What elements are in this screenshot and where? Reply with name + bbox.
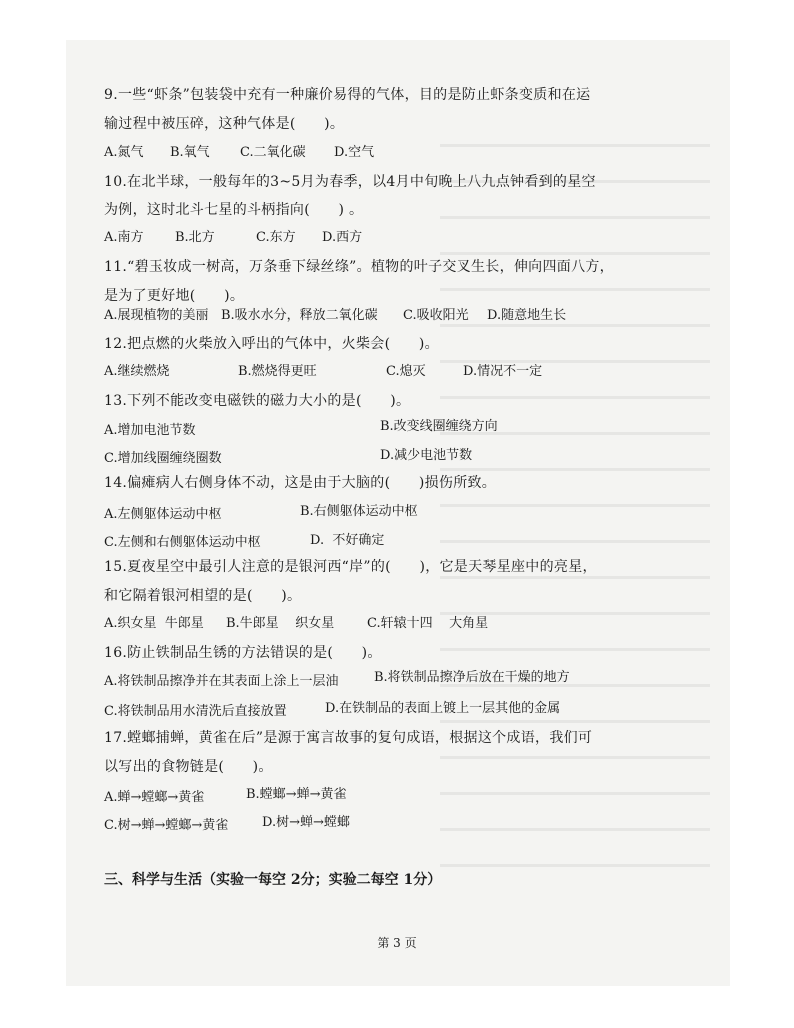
question-11-stem-line-1: 11.“碧玉妆成一树高，万条垂下绿丝绦”。植物的叶子交叉生长，伸向四面八方， (104, 259, 614, 275)
question-14-stem: 14.偏瘫病人右侧身体不动，这是由于大脑的( )损伤所致。 (104, 475, 497, 491)
question-16-option-b: B.将铁制品擦净后放在干燥的地方 (374, 670, 570, 685)
question-9-stem-line-1: 9.一些“虾条”包装袋中充有一种廉价易得的气体，目的是防止虾条变质和在运 (104, 87, 591, 103)
bleed-through-text (440, 120, 710, 900)
question-13-option-c: C.增加线圈缠绕圈数 (104, 451, 222, 466)
question-12-option-a: A.继续燃烧 (104, 364, 170, 379)
question-13-stem: 13.下列不能改变电磁铁的磁力大小的是( )。 (104, 393, 411, 409)
question-14-option-c: C.左侧和右侧躯体运动中枢 (104, 535, 261, 550)
question-16-option-d: D.在铁制品的表面上镀上一层其他的金属 (325, 701, 561, 716)
question-15-option-b: B.牛郎星 织女星 (226, 616, 335, 631)
question-17-option-d: D.树→蝉→螳螂 (262, 815, 350, 830)
question-9-option-d: D.空气 (334, 145, 375, 160)
question-9-option-a: A.氮气 (104, 145, 144, 160)
question-16-option-c: C.将铁制品用水清洗后直接放置 (104, 704, 287, 719)
question-13-option-b: B.改变线圈缠绕方向 (380, 419, 498, 434)
question-12-option-c: C.熄灭 (386, 364, 426, 379)
question-17-stem-line-2: 以写出的食物链是( )。 (104, 759, 273, 775)
question-13-option-a: A.增加电池节数 (104, 423, 196, 438)
question-17-stem-line-1: 17.螳螂捕蝉，黄雀在后”是源于寓言故事的复句成语，根据这个成语，我们可 (104, 730, 593, 746)
question-11-option-d: D.随意地生长 (487, 308, 567, 323)
question-15-stem-line-1: 15.夏夜星空中最引人注意的是银河西“岸”的( )，它是天琴星座中的亮星， (104, 559, 597, 575)
question-15-option-c: C.轩辕十四 大角星 (367, 616, 489, 631)
question-12-stem: 12.把点燃的火柴放入呼出的气体中，火柴会( )。 (104, 336, 439, 352)
question-17-option-b: B.螳螂→蝉→黄雀 (246, 787, 347, 802)
question-11-option-c: C.吸收阳光 (403, 308, 469, 323)
question-10-option-b: B.北方 (175, 230, 215, 245)
question-16-stem: 16.防止铁制品生锈的方法错误的是( )。 (104, 645, 382, 661)
question-9-option-c: C.二氧化碳 (240, 145, 306, 160)
question-17-option-a: A.蝉→螳螂→黄雀 (104, 790, 205, 805)
question-9-option-b: B.氧气 (170, 145, 210, 160)
question-9-stem-line-2: 输过程中被压碎，这种气体是( )。 (104, 116, 345, 132)
question-12-option-b: B.燃烧得更旺 (238, 364, 317, 379)
question-10-option-a: A.南方 (104, 230, 144, 245)
question-12-option-d: D.情况不一定 (463, 364, 543, 379)
question-14-option-d: D. 不好确定 (310, 533, 385, 548)
section-title: 三、科学与生活（实验一每空 2分；实验二每空 1分） (104, 872, 442, 888)
question-15-option-a: A.织女星 牛郎星 (104, 616, 204, 631)
page-number: 第 3 页 (377, 936, 417, 950)
question-11-stem-line-2: 是为了更好地( )。 (104, 288, 245, 304)
question-10-option-d: D.西方 (322, 230, 363, 245)
question-15-stem-line-2: 和它隔着银河相望的是( )。 (104, 588, 302, 604)
question-14-option-b: B.右侧躯体运动中枢 (300, 504, 418, 519)
question-10-stem-line-1: 10.在北半球，一般每年的3~5月为春季，以4月中旬晚上八九点钟看到的星空 (104, 174, 596, 190)
question-11-option-a: A.展现植物的美丽 (104, 308, 209, 323)
question-10-option-c: C.东方 (256, 230, 296, 245)
question-10-stem-line-2: 为例，这时北斗七星的斗柄指向( ) 。 (104, 202, 364, 218)
question-17-option-c: C.树→蝉→螳螂→黄雀 (104, 818, 229, 833)
question-16-option-a: A.将铁制品擦净并在其表面上涂上一层油 (104, 674, 339, 689)
question-11-option-b: B.吸水水分，释放二氧化碳 (221, 308, 378, 323)
question-14-option-a: A.左侧躯体运动中枢 (104, 507, 222, 522)
question-13-option-d: D.减少电池节数 (380, 448, 473, 463)
